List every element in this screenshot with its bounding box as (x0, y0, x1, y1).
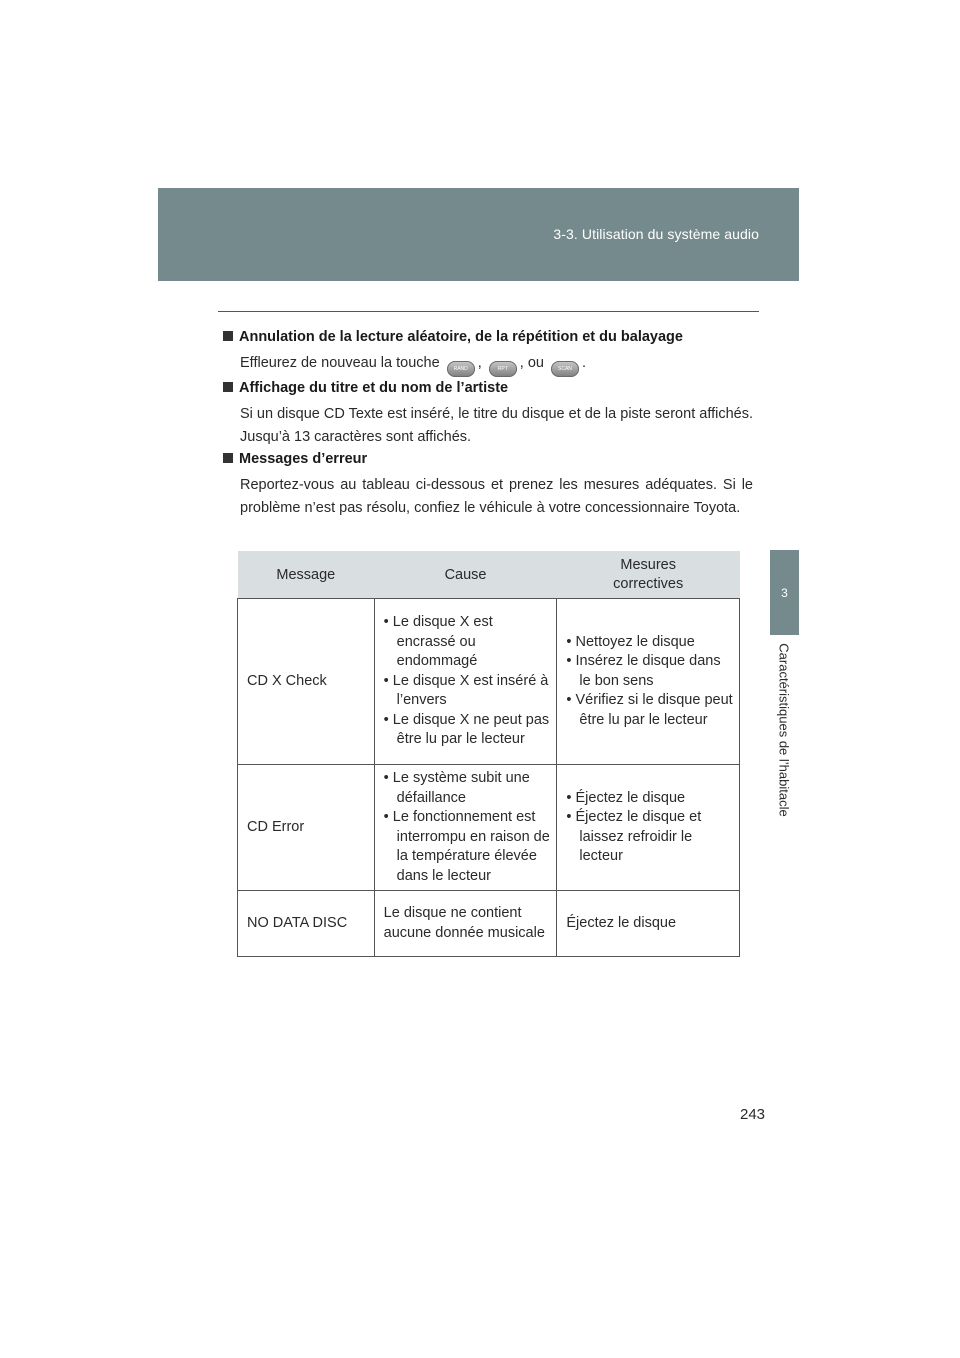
table-row (238, 599, 740, 765)
heading-text: Annulation de la lecture aléatoire, de la répétition et du balayage (239, 329, 683, 345)
section-title: 3-3. Utilisation du système audio (553, 226, 759, 242)
header-band (158, 188, 799, 281)
list-item: • Le disque X ne peut pas être lu par le lecteur (383, 711, 550, 748)
cell-cause (374, 765, 557, 891)
chapter-title: Caractéristiques de l’habitacle (776, 643, 792, 817)
error-table (237, 551, 740, 957)
text: , ou (519, 355, 544, 371)
heading-error-messages (223, 451, 367, 467)
list-item: • Insérez le disque dans le bon sens (566, 653, 721, 689)
text: , (477, 355, 482, 371)
chapter-number: 3 (781, 585, 788, 600)
rand-button-icon: RAND (447, 361, 475, 377)
list-item: • Le fonctionnement est interrompu en raison de la température élevée dans le lecteur (383, 809, 550, 884)
text: . (581, 355, 587, 371)
cell-cause: Le disque ne contient aucune donnée musicale (374, 891, 557, 957)
list-item: • Vérifiez si le disque peut être lu par le lecteur (566, 692, 733, 728)
chapter-tab (770, 550, 799, 635)
list-item: • Le système subit une défaillance (383, 770, 530, 806)
header-remedy-text: Mesures correctives (613, 556, 684, 592)
text: Effleurez de nouveau la touche (240, 355, 440, 371)
header-message: Message (238, 551, 375, 599)
table-row (238, 765, 740, 891)
heading-cancel-modes (223, 329, 683, 345)
list-item: • Éjectez le disque (566, 789, 686, 806)
rpt-button-icon: RPT (489, 361, 517, 377)
heading-title-artist (223, 380, 508, 396)
heading-text: Affichage du titre et du nom de l’artiste (239, 380, 509, 396)
cell-remedy (557, 765, 740, 891)
divider (218, 311, 759, 312)
paragraph-title-artist: Si un disque CD Texte est inséré, le titre du disque et de la piste seront affichés. Jusqu’à 13 caractères sont affichés. (240, 406, 753, 445)
scan-button-icon: SCAN (551, 361, 579, 377)
table-row (238, 891, 740, 957)
header-cause: Cause (374, 551, 557, 599)
paragraph-cancel-modes (240, 352, 753, 377)
list-item: • Le disque X est inséré à l’envers (383, 672, 549, 709)
list-item: • Éjectez le disque et laissez refroidir le lecteur (566, 809, 702, 864)
cell-message: CD Error (238, 765, 375, 891)
square-bullet-icon (223, 453, 233, 463)
square-bullet-icon (223, 331, 233, 341)
cell-message: NO DATA DISC (238, 891, 375, 957)
list-item: • Le disque X est encrassé ou endommagé (383, 614, 493, 670)
paragraph-error-messages: Reportez-vous au tableau ci-dessous et prenez les mesures adéquates. Si le problème n’est pas résolu, confiez le véhicule à votre concessionnaire Toyota. (240, 477, 753, 516)
cell-cause (374, 599, 557, 765)
header-remedy (557, 551, 740, 599)
cell-remedy (557, 599, 740, 765)
list-item: • Nettoyez le disque (566, 633, 695, 650)
table-header-row (238, 551, 740, 599)
page-number: 243 (740, 1106, 766, 1123)
heading-text: Messages d’erreur (239, 451, 368, 467)
cell-message: CD X Check (238, 599, 375, 765)
cell-remedy: Éjectez le disque (557, 891, 740, 957)
square-bullet-icon (223, 382, 233, 392)
